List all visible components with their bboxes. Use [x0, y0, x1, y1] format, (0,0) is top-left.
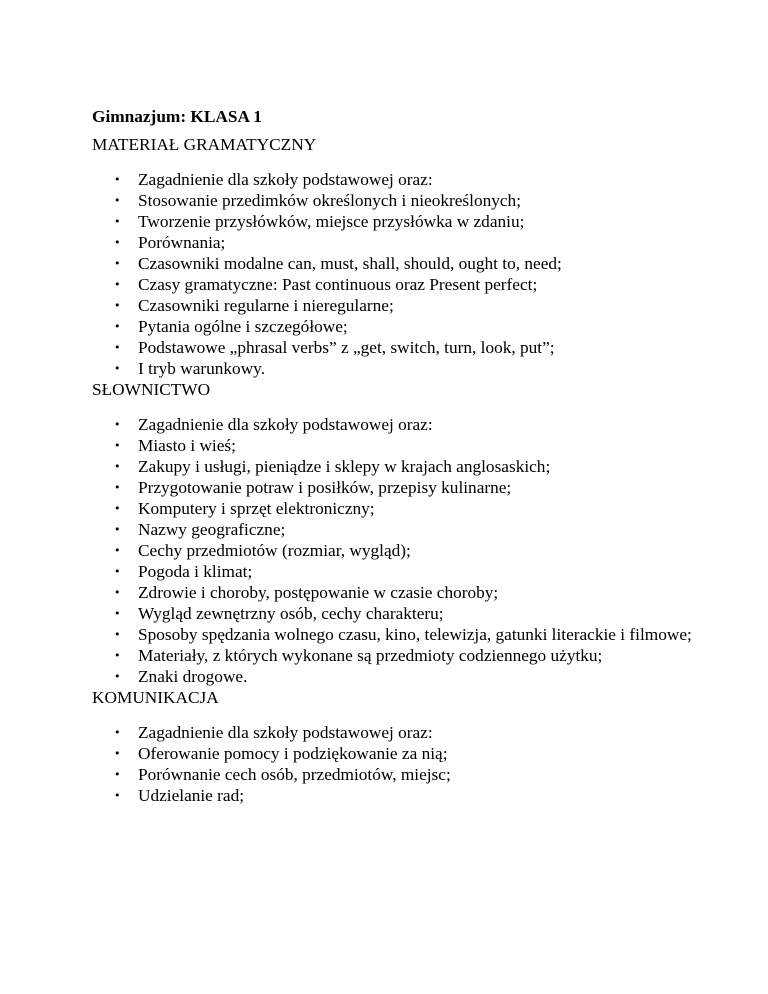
list-item: • Zagadnienie dla szkoły podstawowej oraz: — [114, 723, 433, 742]
bullet-icon: • — [114, 565, 121, 578]
bullet-icon: • — [114, 523, 121, 536]
list-item: • I tryb warunkowy. — [114, 359, 266, 378]
bullet-icon: • — [114, 544, 121, 557]
bullet-icon: • — [114, 726, 121, 739]
document-title: Gimnazjum: KLASA 1 — [92, 107, 262, 126]
section-heading-grammar: MATERIAŁ GRAMATYCZNY — [92, 135, 317, 154]
list-item: • Stosowanie przedimków określonych i nieokreślonych; — [114, 191, 521, 210]
bullet-icon: • — [114, 236, 121, 249]
list-item: • Cechy przedmiotów (rozmiar, wygląd); — [114, 541, 411, 560]
list-item: • Udzielanie rad; — [114, 786, 245, 805]
list-item: • Miasto i wieś; — [114, 436, 236, 455]
section-heading-communication: KOMUNIKACJA — [92, 688, 219, 707]
bullet-icon: • — [114, 649, 121, 662]
bullet-icon: • — [114, 789, 121, 802]
list-item: • Podstawowe „phrasal verbs” z „get, switch, turn, look, put”; — [114, 338, 555, 357]
bullet-icon: • — [114, 257, 121, 270]
list-item: • Zagadnienie dla szkoły podstawowej oraz: — [114, 415, 433, 434]
list-item: • Zakupy i usługi, pieniądze i sklepy w krajach anglosaskich; — [114, 457, 551, 476]
list-item: • Pogoda i klimat; — [114, 562, 253, 581]
bullet-icon: • — [114, 439, 121, 452]
grammar-list — [92, 169, 692, 379]
list-item: • Sposoby spędzania wolnego czasu, kino, telewizja, gatunki literackie i filmowe; — [114, 625, 692, 644]
bullet-icon: • — [114, 460, 121, 473]
list-item: • Czasy gramatyczne: Past continuous oraz Present perfect; — [114, 275, 538, 294]
bullet-icon: • — [114, 502, 121, 515]
communication-list — [92, 722, 692, 806]
list-item: • Czasowniki regularne i nieregularne; — [114, 296, 394, 315]
bullet-icon: • — [114, 341, 121, 354]
bullet-icon: • — [114, 362, 121, 375]
list-item: • Materiały, z których wykonane są przedmioty codziennego użytku; — [114, 646, 603, 665]
bullet-icon: • — [114, 194, 121, 207]
section-heading-vocabulary: SŁOWNICTWO — [92, 380, 211, 399]
list-item: • Pytania ogólne i szczegółowe; — [114, 317, 348, 336]
bullet-icon: • — [114, 278, 121, 291]
list-item: • Wygląd zewnętrzny osób, cechy charakteru; — [114, 604, 444, 623]
bullet-icon: • — [114, 747, 121, 760]
list-item: • Znaki drogowe. — [114, 667, 248, 686]
bullet-icon: • — [114, 768, 121, 781]
list-item: • Tworzenie przysłówków, miejsce przysłówka w zdaniu; — [114, 212, 525, 231]
list-item: • Czasowniki modalne can, must, shall, should, ought to, need; — [114, 254, 562, 273]
list-item: • Oferowanie pomocy i podziękowanie za nią; — [114, 744, 448, 763]
bullet-icon: • — [114, 215, 121, 228]
document-page — [92, 106, 692, 806]
bullet-icon: • — [114, 418, 121, 431]
bullet-icon: • — [114, 481, 121, 494]
list-item: • Nazwy geograficzne; — [114, 520, 286, 539]
list-item: • Zagadnienie dla szkoły podstawowej oraz: — [114, 170, 433, 189]
list-item: • Porównanie cech osób, przedmiotów, miejsc; — [114, 765, 451, 784]
bullet-icon: • — [114, 628, 121, 641]
bullet-icon: • — [114, 607, 121, 620]
bullet-icon: • — [114, 670, 121, 683]
bullet-icon: • — [114, 173, 121, 186]
list-item: • Zdrowie i choroby, postępowanie w czasie choroby; — [114, 583, 499, 602]
list-item: • Przygotowanie potraw i posiłków, przepisy kulinarne; — [114, 478, 512, 497]
bullet-icon: • — [114, 320, 121, 333]
vocabulary-list — [92, 414, 692, 687]
bullet-icon: • — [114, 299, 121, 312]
list-item: • Porównania; — [114, 233, 226, 252]
bullet-icon: • — [114, 586, 121, 599]
list-item: • Komputery i sprzęt elektroniczny; — [114, 499, 375, 518]
